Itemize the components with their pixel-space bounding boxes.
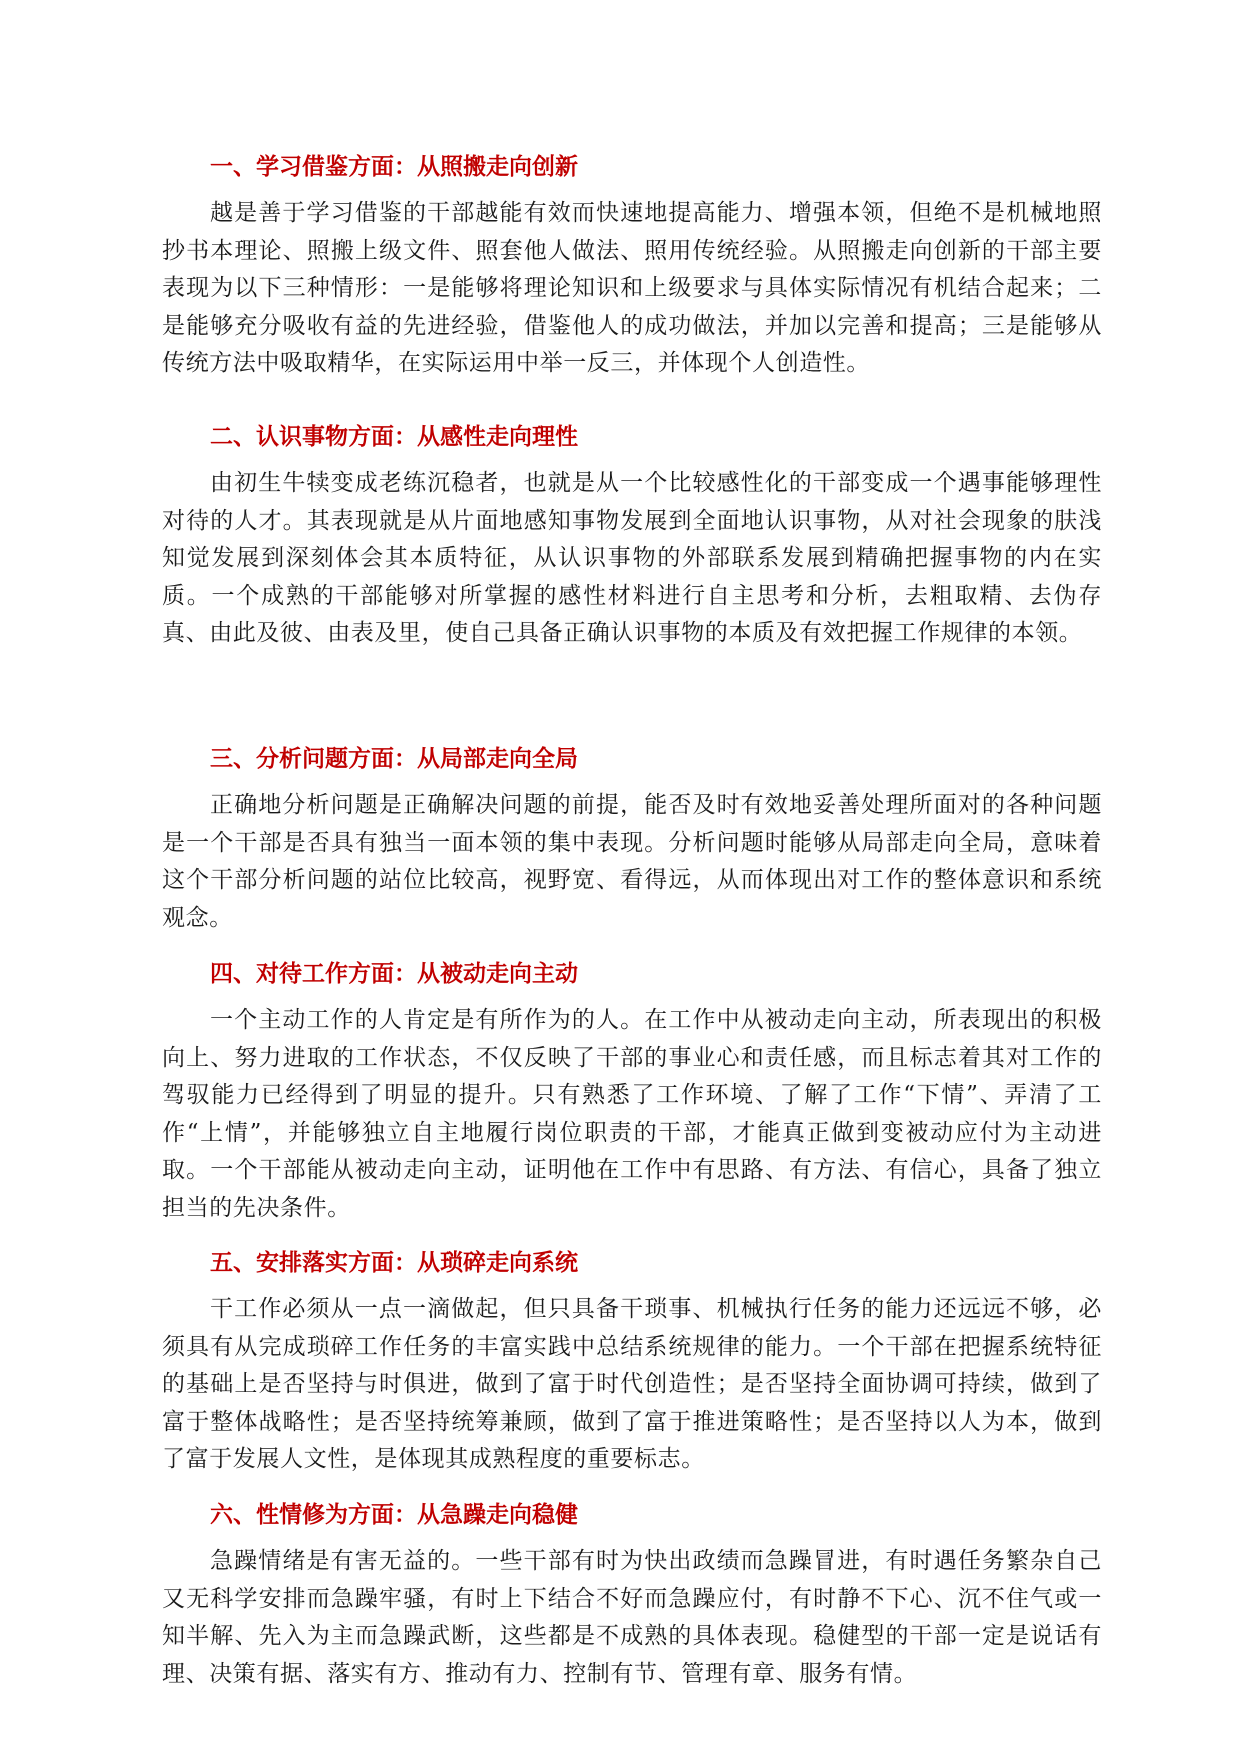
section-heading-cognition: 二、认识事物方面：从感性走向理性 (210, 424, 578, 450)
section-body-work-attitude: 一个主动工作的人肯定是有所作为的人。在工作中从被动走向主动，所表现出的积极向上、努力进取的工作状态，不仅反映了干部的事业心和责任感，而且标志着其对工作的驾驭能力已经得到了明显的提升。只有熟悉了工作环境、了解了工作“下情”、弄清了工作“上情”，并能够独立自主地履行岗位职责的干部，才能真正做到变被动应付为主动进取。一个干部能从被动走向主动，证明他在工作中有思路、有方法、有信心，具备了独立担当的先决条件。 (162, 1007, 1102, 1221)
section-heading-analysis: 三、分析问题方面：从局部走向全局 (210, 746, 578, 772)
section-heading-learning: 一、学习借鉴方面：从照搬走向创新 (210, 154, 578, 180)
section-body-implementation: 干工作必须从一点一滴做起，但只具备干琐事、机械执行任务的能力还远远不够，必须具有从完成琐碎工作任务的丰富实践中总结系统规律的能力。一个干部在把握系统特征的基础上是否坚持与时俱进，做到了富于时代创造性；是否坚持全面协调可持续，做到了富于整体战略性；是否坚持统筹兼顾，做到了富于推进策略性；是否坚持以人为本，做到了富于发展人文性，是体现其成熟程度的重要标志。 (162, 1296, 1102, 1472)
section-body-analysis: 正确地分析问题是正确解决问题的前提，能否及时有效地妥善处理所面对的各种问题是一个干部是否具有独当一面本领的集中表现。分析问题时能够从局部走向全局，意味着这个干部分析问题的站位比较高，视野宽、看得远，从而体现出对工作的整体意识和系统观念。 (162, 792, 1102, 931)
section-body-temperament: 急躁情绪是有害无益的。一些干部有时为快出政绩而急躁冒进，有时遇任务繁杂自己又无科学安排而急躁牢骚，有时上下结合不好而急躁应付，有时静不下心、沉不住气或一知半解、先入为主而急躁武断，这些都是不成熟的具体表现。稳健型的干部一定是说话有理、决策有据、落实有方、推动有力、控制有节、管理有章、服务有情。 (162, 1548, 1102, 1687)
section-heading-work-attitude: 四、对待工作方面：从被动走向主动 (210, 961, 578, 987)
section-body-learning: 越是善于学习借鉴的干部越能有效而快速地提高能力、增强本领，但绝不是机械地照抄书本理论、照搬上级文件、照套他人做法、照用传统经验。从照搬走向创新的干部主要表现为以下三种情形：一是能够将理论知识和上级要求与具体实际情况有机结合起来；二是能够充分吸收有益的先进经验，借鉴他人的成功做法，并加以完善和提高；三是能够从传统方法中吸取精华，在实际运用中举一反三，并体现个人创造性。 (162, 200, 1102, 376)
section-heading-temperament: 六、性情修为方面：从急躁走向稳健 (210, 1502, 578, 1528)
section-body-cognition: 由初生牛犊变成老练沉稳者，也就是从一个比较感性化的干部变成一个遇事能够理性对待的人才。其表现就是从片面地感知事物发展到全面地认识事物，从对社会现象的肤浅知觉发展到深刻体会其本质特征，从认识事物的外部联系发展到精确把握事物的内在实质。一个成熟的干部能够对所掌握的感性材料进行自主思考和分析，去粗取精、去伪存真、由此及彼、由表及里，使自己具备正确认识事物的本质及有效把握工作规律的本领。 (162, 470, 1102, 646)
section-heading-implementation: 五、安排落实方面：从琐碎走向系统 (210, 1250, 578, 1276)
